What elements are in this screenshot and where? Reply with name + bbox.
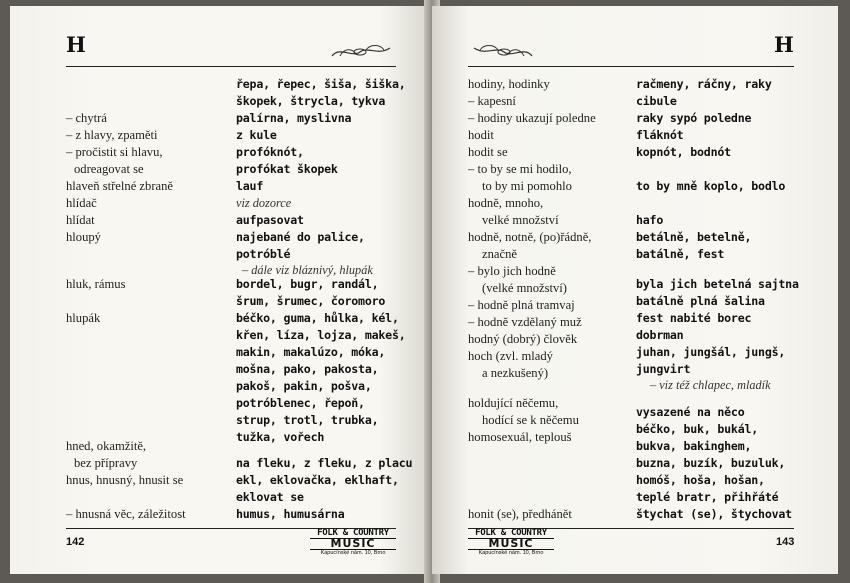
czech-entry: – pročistit si hlavu, [66, 145, 163, 159]
slang-entry: bukva, bakinghem, [636, 439, 752, 453]
slang-entry: cibule [636, 94, 677, 108]
slang-entry: křen, líza, lojza, makeš, [236, 328, 406, 342]
czech-entry: honit (se), předhánět [468, 507, 572, 521]
slang-entry: dobrman [636, 328, 684, 342]
logo-address: Kapucínské nám. 10, Brno [478, 550, 544, 556]
slang-entry: batálně plná šalina [636, 294, 765, 308]
czech-entry: – hodně vzdělaný muž [468, 315, 582, 329]
czech-entry: hloupý [66, 230, 101, 244]
slang-entry: to by mně koplo, bodlo [636, 179, 786, 193]
czech-entry: odreagovat se [74, 162, 144, 176]
page-number: 142 [66, 536, 85, 548]
czech-entry: homosexuál, teplouš [468, 430, 572, 444]
slang-entry: teplé bratr, přihřáté [636, 490, 779, 504]
logo-line-2: MUSIC [468, 538, 554, 550]
czech-entry: – to by se mi hodilo, [468, 162, 572, 176]
publisher-logo [468, 529, 554, 557]
slang-entry: z kule [236, 128, 277, 142]
slang-entry: lauf [236, 179, 264, 193]
czech-entry: hodit se [468, 145, 508, 159]
czech-entry: hodit [468, 128, 494, 142]
slang-entry: profókat škopek [236, 162, 338, 176]
czech-entry: hnus, hnusný, hnusit se [66, 473, 184, 487]
czech-entry: hodně, notně, (po)řádně, [468, 230, 592, 244]
czech-entry: – kapesní [468, 94, 516, 108]
slang-entry: řepa, řepec, šiša, šiška, [236, 77, 406, 91]
slang-entry: najebané do palice, [236, 230, 365, 244]
logo-line-1: FOLK & COUNTRY [475, 528, 547, 538]
czech-entry: to by mi pomohlo [482, 179, 572, 193]
czech-entry: bez přípravy [74, 456, 138, 470]
logo-line-1: FOLK & COUNTRY [317, 528, 389, 538]
czech-entry: – hodiny ukazují poledne [468, 111, 596, 125]
slang-entry: štychat (se), štychovat [636, 507, 792, 521]
slang-entry: betálně, betelně, [636, 230, 752, 244]
czech-entry: hlídat [66, 213, 95, 227]
slang-entry: jungvirt [636, 362, 691, 376]
czech-entry: velké množství [482, 213, 559, 227]
czech-entry: (velké množství) [482, 281, 567, 295]
slang-entry: juhan, jungšál, jungš, [636, 345, 786, 359]
slang-entry: batálně, fest [636, 247, 725, 261]
slang-entry: humus, humusárna [236, 507, 345, 521]
logo-line-2: MUSIC [310, 538, 396, 550]
page-number: 143 [776, 536, 795, 548]
slang-entry: byla jich betelná sajtna [636, 277, 799, 291]
czech-entry: hodiny, hodinky [468, 77, 550, 91]
slang-entry: na fleku, z fleku, z placu [236, 456, 413, 470]
slang-entry: pakoš, pakin, pošva, [236, 379, 372, 393]
czech-entry: hodně, mnoho, [468, 196, 544, 210]
cross-reference: – viz též chlapec, mladík [650, 378, 771, 392]
slang-entry: potróblé [236, 247, 291, 261]
slang-entry: mošna, pako, pakosta, [236, 362, 379, 376]
slang-entry: palírna, myslivna [236, 111, 352, 125]
slang-entry: fest nabité borec [636, 311, 752, 325]
slang-entry: béčko, guma, hůlka, kél, [236, 311, 399, 325]
slang-entry: šrum, šrumec, čoromoro [236, 294, 386, 308]
header-rule [468, 66, 794, 67]
czech-entry: hodící se k něčemu [482, 413, 579, 427]
cross-reference: – dále viz bláznivý, hlupák [242, 263, 373, 277]
czech-entry: – chytrá [66, 111, 107, 125]
section-letter: H [66, 32, 86, 57]
slang-entry: aufpasovat [236, 213, 304, 227]
ornament-icon [472, 38, 534, 62]
slang-entry: strup, trotl, trubka, [236, 413, 379, 427]
czech-entry: hlaveň střelné zbraně [66, 179, 173, 193]
czech-entry: hned, okamžitě, [66, 439, 147, 453]
czech-entry: – hnusná věc, záležitost [66, 507, 186, 521]
logo-address: Kapucínské nám. 10, Brno [320, 550, 386, 556]
slang-entry: kopnót, bodnót [636, 145, 731, 159]
slang-entry: vysazené na něco [636, 405, 745, 419]
left-page [10, 6, 430, 574]
czech-entry: a nezkušený) [482, 366, 549, 380]
czech-entry: – z hlavy, zpaměti [66, 128, 158, 142]
czech-entry: značně [482, 247, 517, 261]
czech-entry: – bylo jich hodně [468, 264, 556, 278]
slang-entry: béčko, buk, bukál, [636, 422, 759, 436]
czech-entry: hodný (dobrý) člověk [468, 332, 578, 346]
slang-entry: raky sypó poledne [636, 111, 752, 125]
czech-entry: hlupák [66, 311, 101, 325]
slang-entry: homóš, hoša, hošan, [636, 473, 765, 487]
slang-entry: potróblenec, řepoň, [236, 396, 365, 410]
publisher-logo [310, 529, 396, 557]
slang-entry: eklovat se [236, 490, 304, 504]
slang-entry: buzna, buzík, buzuluk, [636, 456, 786, 470]
slang-entry: profóknót, [236, 145, 304, 159]
ornament-icon [330, 38, 392, 62]
slang-entry: tužka, vořech [236, 430, 325, 444]
slang-entry: hafo [636, 213, 664, 227]
slang-entry: fláknót [636, 128, 684, 142]
czech-entry: holdující něčemu, [468, 396, 559, 410]
right-page [432, 6, 838, 574]
slang-entry: ekl, eklovačka, eklhaft, [236, 473, 399, 487]
slang-entry: škopek, štrycla, tykva [236, 94, 386, 108]
czech-entry: hoch (zvl. mladý [468, 349, 553, 363]
slang-entry: makin, makalúzo, móka, [236, 345, 386, 359]
czech-entry: – hodně plná tramvaj [468, 298, 575, 312]
slang-entry: račmeny, ráčny, raky [636, 77, 772, 91]
czech-entry: hlídač [66, 196, 97, 210]
slang-entry: bordel, bugr, randál, [236, 277, 379, 291]
cross-reference: viz dozorce [236, 196, 292, 210]
section-letter: H [774, 32, 794, 57]
header-rule [66, 66, 396, 67]
czech-entry: hluk, rámus [66, 277, 126, 291]
